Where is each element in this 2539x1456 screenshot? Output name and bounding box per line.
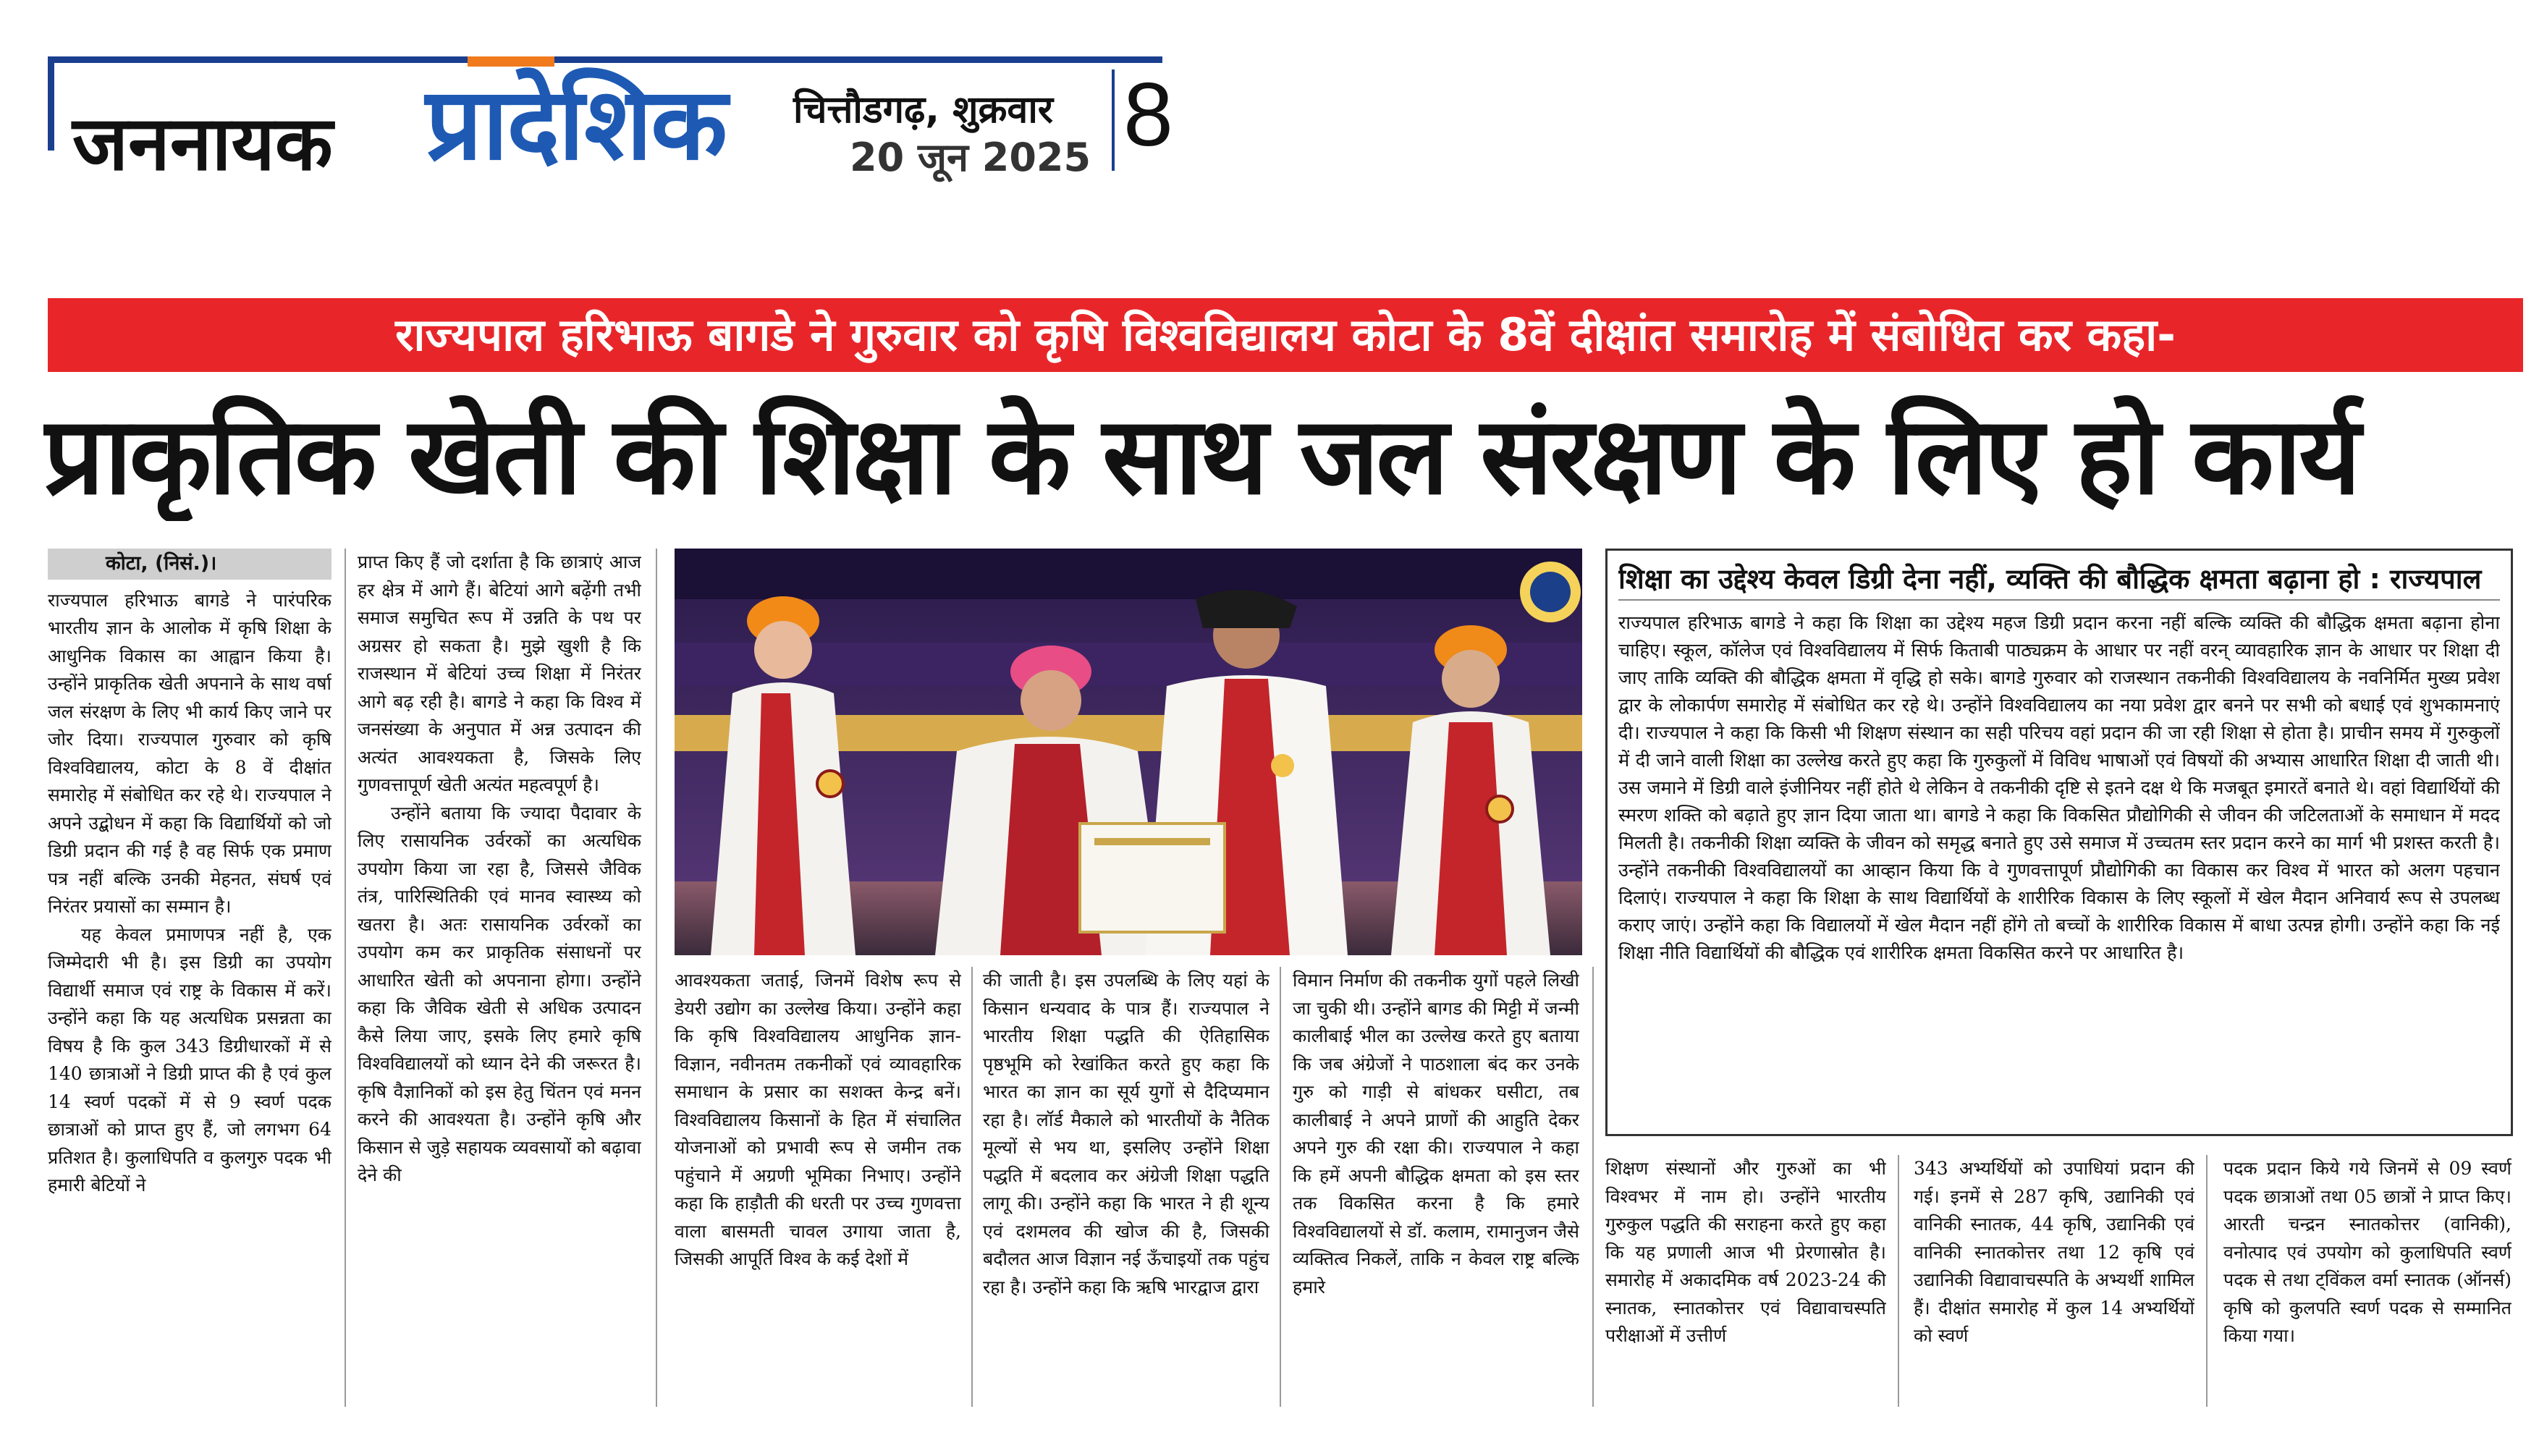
paragraph: पदक प्रदान किये गये जिनमें से 09 स्वर्ण पदक छात्राओं तथा 05 छात्रों ने प्राप्त किए। आरती चन्द्रन स्नातकोत्तर (वानिकी), वनोत्पाद एवं उपयोग को कुलाधिपति स्वर्ण पदक से तथा ट्विंकल वर्मा स्नातक (ऑनर्स) कृषि को कुलपति स्वर्ण पदक से सम्मानित किया गया। [2223, 1158, 2511, 1346]
column-divider [345, 549, 346, 1407]
issue-date: 20 जून 2025 [850, 135, 1091, 180]
article-column-7 [1914, 1155, 2194, 1407]
paragraph: आवश्यकता जताई, जिनमें विशेष रूप से डेयरी उद्योग का उल्लेख किया। उन्होंने कहा कि कृषि विश्वविद्यालय आधुनिक ज्ञान-विज्ञान, नवीनतम तकनीकों एवं व्यावहारिक समाधान के प्रसार का सशक्त केन्द्र बनें। विश्वविद्यालय किसानों के हित में संचालित योजनाओं को प्रभावी रूप से जमीन तक पहुंचाने में अग्रणी भूमिका निभाए। उन्होंने कहा कि हाड़ौती की धरती पर उच्च गुणवत्ता वाला बासमती चावल उगाया जाता है, जिसकी आपूर्ति विश्व के कई देशों में [675, 970, 961, 1269]
convocation-photo [675, 549, 1582, 955]
article-column-8 [2223, 1155, 2511, 1407]
column-divider [971, 967, 973, 1407]
column-divider [1898, 1155, 1899, 1407]
masthead-left-rule [48, 56, 54, 151]
city-day: चित्तौडगढ़, शुक्रवार [793, 88, 1054, 132]
article-column-4 [983, 967, 1270, 1407]
page-number-divider [1112, 69, 1115, 171]
kicker-banner: राज्यपाल हरिभाऊ बागडे ने गुरुवार को कृषि विश्वविद्यालय कोटा के 8वें दीक्षांत समारोह में संबोधित कर कहा- [48, 298, 2523, 372]
column-divider [2206, 1155, 2208, 1407]
masthead [48, 56, 1173, 187]
article-column-3 [675, 967, 961, 1407]
paragraph: प्राप्त किए हैं जो दर्शाता है कि छात्राएं आज हर क्षेत्र में आगे हैं। बेटियां आगे बढ़ेंगी तभी समाज समुचित रूप में उन्नति के पथ पर अग्रसर हो सकता है। मुझे खुशी है कि राजस्थान में बेटियां उच्च शिक्षा में निरंतर आगे बढ़ रही है। बागडे ने कहा कि विश्व में जनसंख्या के अनुपात में अन्न उत्पादन की अत्यंत आवश्यकता है, जिसके लिए गुणवत्तापूर्ण खेती अत्यंत महत्वपूर्ण है। [358, 551, 641, 795]
article-column-5 [1293, 967, 1579, 1407]
paragraph: राज्यपाल हरिभाऊ बागडे ने पारंपरिक भारतीय ज्ञान के आलोक में कृषि शिक्षा के आधुनिक विकास का आह्वान किया है। उन्होंने प्राकृतिक खेती अपनाने के साथ वर्षा जल संरक्षण के लिए भी कार्य किए जाने पर जोर दिया। राज्यपाल गुरुवार को कृषि विश्वविद्यालय, कोटा के 8 वें दीक्षांत समारोह में संबोधित कर रहे थे। राज्यपाल ने अपने उद्बोधन में कहा कि विद्यार्थियों को जो डिग्री प्रदान की गई है वह सिर्फ एक प्रमाण पत्र नहीं बल्कि उनकी मेहनत, संघर्ष एवं निरंतर प्रयासों का सम्मान है। [48, 589, 331, 917]
column-divider [1280, 967, 1281, 1407]
sidebar-title: शिक्षा का उद्देश्य केवल डिग्री देना नहीं, व्यक्ति की बौद्धिक क्षमता बढ़ाना हो : राज्यपाल [1618, 559, 2500, 601]
column-divider [656, 549, 657, 1407]
sidebar-body [1618, 609, 2500, 1130]
paragraph: की जाती है। इस उपलब्धि के लिए यहां के किसान धन्यवाद के पात्र हैं। राज्यपाल ने भारतीय शिक्षा पद्धति की ऐतिहासिक पृष्ठभूमि को रेखांकित करते हुए कहा कि भारत का ज्ञान का सूर्य युगों से दैदिप्यमान रहा है। लॉर्ड मैकाले को भारतीयों के नैतिक मूल्यों से भय था, इसलिए उन्होंने शिक्षा पद्धति में बदलाव कर अंग्रेजी शिक्षा पद्धति लागू की। उन्होंने कहा कि भारत ने ही शून्य एवं दशमलव की खोज की है, जिसकी बदौलत आज विज्ञान नई ऊँचाइयों तक पहुंच रहा है। उन्होंने कहा कि ऋषि भारद्वाज द्वारा [983, 970, 1270, 1298]
headline: प्राकृतिक खेती की शिक्षा के साथ जल संरक्षण के लिए हो कार्य [43, 394, 2358, 518]
dateline: कोटा, (निसं.)। [48, 549, 331, 580]
article-column-1 [48, 549, 331, 1407]
paragraph: यह केवल प्रमाणपत्र नहीं है, एक जिम्मेदारी भी है। इस डिग्री का उपयोग विद्यार्थी समाज एवं राष्ट्र के विकास में करें। उन्होंने कहा कि यह अत्यधिक प्रसन्नता का विषय है कि कुल 343 डिग्रीधारकों में से 140 छात्राओं ने डिग्री प्राप्त की है एवं कुल 14 स्वर्ण पदकों में से 9 स्वर्ण पदक छात्राओं को प्राप्त हुए हैं, जो लगभग 64 प्रतिशत है। कुलाधिपति व कुलगुरु पदक भी हमारी बेटियों ने [48, 923, 331, 1195]
paragraph: उन्होंने बताया कि ज्यादा पैदावार के लिए रासायनिक उर्वरकों का अत्यधिक उपयोग किया जा रहा है, जिससे जैविक तंत्र, पारिस्थितिकी एवं मानव स्वास्थ्य को खतरा है। अतः रासायनिक उर्वरकों का उपयोग कम कर प्राकृतिक संसाधनों पर आधारित खेती को अपनाना होगा। उन्होंने कहा कि जैविक खेती से अधिक उत्पादन कैसे लिया जाए, इसके लिए हमारे कृषि विश्वविद्यालयों को ध्यान देने की जरूरत है। कृषि वैज्ञानिकों को इस हेतु चिंतन एवं मनन करने की आवश्यता है। उन्होंने कृषि और किसान से जुड़े सहायक व्यवसायों को बढ़ावा देने की [358, 802, 641, 1185]
article-column-2 [358, 549, 641, 1407]
paragraph: शिक्षण संस्थानों और गुरुओं का भी विश्वभर में नाम हो। उन्होंने भारतीय गुरुकुल पद्धति की सराहना करते हुए कहा कि यह प्रणाली आज भी प्रेरणास्रोत है। समारोह में अकादमिक वर्ष 2023-24 की स्नातक, स्नातकोत्तर एवं विद्यावाचस्पति परीक्षाओं में उत्तीर्ण [1605, 1158, 1886, 1346]
paper-name: जननायक [72, 98, 333, 187]
paragraph: 343 अभ्यर्थियों को उपाधियां प्रदान की गई। इनमें से 287 कृषि, उद्यानिकी एवं वानिकी स्नातक, 44 कृषि, उद्यानिकी एवं वानिकी स्नातकोत्तर तथा 12 कृषि एवं उद्यानिकी विद्यावाचस्पति के अभ्यर्थी शामिल हैं। दीक्षांत समारोह में कुल 14 अभ्यर्थियों को स्वर्ण [1914, 1158, 2194, 1346]
section-name: प्रादेशिक [426, 66, 727, 182]
paragraph: राज्यपाल हरिभाऊ बागडे ने कहा कि शिक्षा का उद्देश्य महज डिग्री प्रदान करना नहीं बल्कि व्यक्ति की बौद्धिक क्षमता बढ़ाना होना चाहिए। स्कूल, कॉलेज एवं विश्वविद्यालय में सिर्फ किताबी पाठ्यक्रम के आधार पर नहीं वरन् व्यावहारिक ज्ञान के आधार पर शिक्षा दी जाए ताकि व्यक्ति की बौद्धिक क्षमता में वृद्धि हो सके। बागडे गुरुवार को राजस्थान तकनीकी विश्वविद्यालय के नवनिर्मित मुख्य प्रवेश द्वार के लोकार्पण समारोह में संबोधित कर रहे थे। उन्होंने विश्वविद्यालय का नया प्रवेश द्वार बनने पर सभी को बधाई एवं शुभकामनाएं दी। राज्यपाल ने कहा कि किसी भी शिक्षण संस्थान का सही परिचय वहां प्रदान की जा रही शिक्षा से होता है। प्राचीन समय में गुरुकुलों में दी जाने वाली शिक्षा का उल्लेख करते हुए कहा कि गुरुकुलों में विविध भाषाओं एवं विषयों की अभ्यास आधारित शिक्षा दी जाती थी। उस जमाने में डिग्री वाले इंजीनियर नहीं होते थे लेकिन वे तकनीकी दृष्टि से इतने दक्ष थे कि मजबूत इमारतें बनाते थे। वहां विद्यार्थियों की स्मरण शक्ति को बढ़ाते हुए ज्ञान दिया जाता था। बागडे ने कहा कि विकसित प्रौद्योगिकी से जीवन की जटिलताओं के समाधान में मदद मिलती है। तकनीकी शिक्षा व्यक्ति के जीवन को समृद्ध बनाते हुए उसे समाज में उच्चतम स्तर प्रदान करने का मार्ग भी प्रशस्त करती है। उन्होंने तकनीकी विश्वविद्यालयों का आव्हान किया कि वे गुणवत्तापूर्ण प्रौद्योगिकी का विकास कर विश्व में भारत को अलग पहचान दिलाएं। राज्यपाल ने कहा कि शिक्षा के साथ विद्यार्थियों के शारीरिक विकास के लिए स्कूलों में खेल मैदान अनिवार्य रूप से उपलब्ध कराए जाएं। उन्होंने कहा कि विद्यालयों में खेल मैदान नहीं होंगे तो बच्चों के शारीरिक विकास में बाधा उत्पन्न होगी। उन्होंने कहा कि नई शिक्षा नीति विद्यार्थियों की बौद्धिक एवं शारीरिक क्षमता विकसित करने पर आधारित है। [1618, 612, 2500, 964]
page-number: 8 [1123, 65, 1173, 165]
article-column-6 [1605, 1155, 1886, 1407]
paragraph: विमान निर्माण की तकनीक युगों पहले लिखी जा चुकी थी। उन्होंने बागड की मिट्टी में जन्मी कालीबाई भील का उल्लेख करते हुए बताया कि जब अंग्रेजों ने पाठशाला बंद कर उनके गुरु को गाड़ी से बांधकर घसीटा, तब कालीबाई ने अपने प्राणों की आहुति देकर अपने गुरु की रक्षा की। राज्यपाल ने कहा कि हमें अपनी बौद्धिक क्षमता को इस स्तर तक विकसित करना है कि हमारे विश्वविद्यालयों से डॉ. कलाम, रामानुजन जैसे व्यक्तित्व निकलें, ताकि न केवल राष्ट्र बल्कि हमारे [1293, 970, 1579, 1298]
convocation-photo-image [675, 549, 1582, 955]
column-divider [1592, 967, 1594, 1407]
